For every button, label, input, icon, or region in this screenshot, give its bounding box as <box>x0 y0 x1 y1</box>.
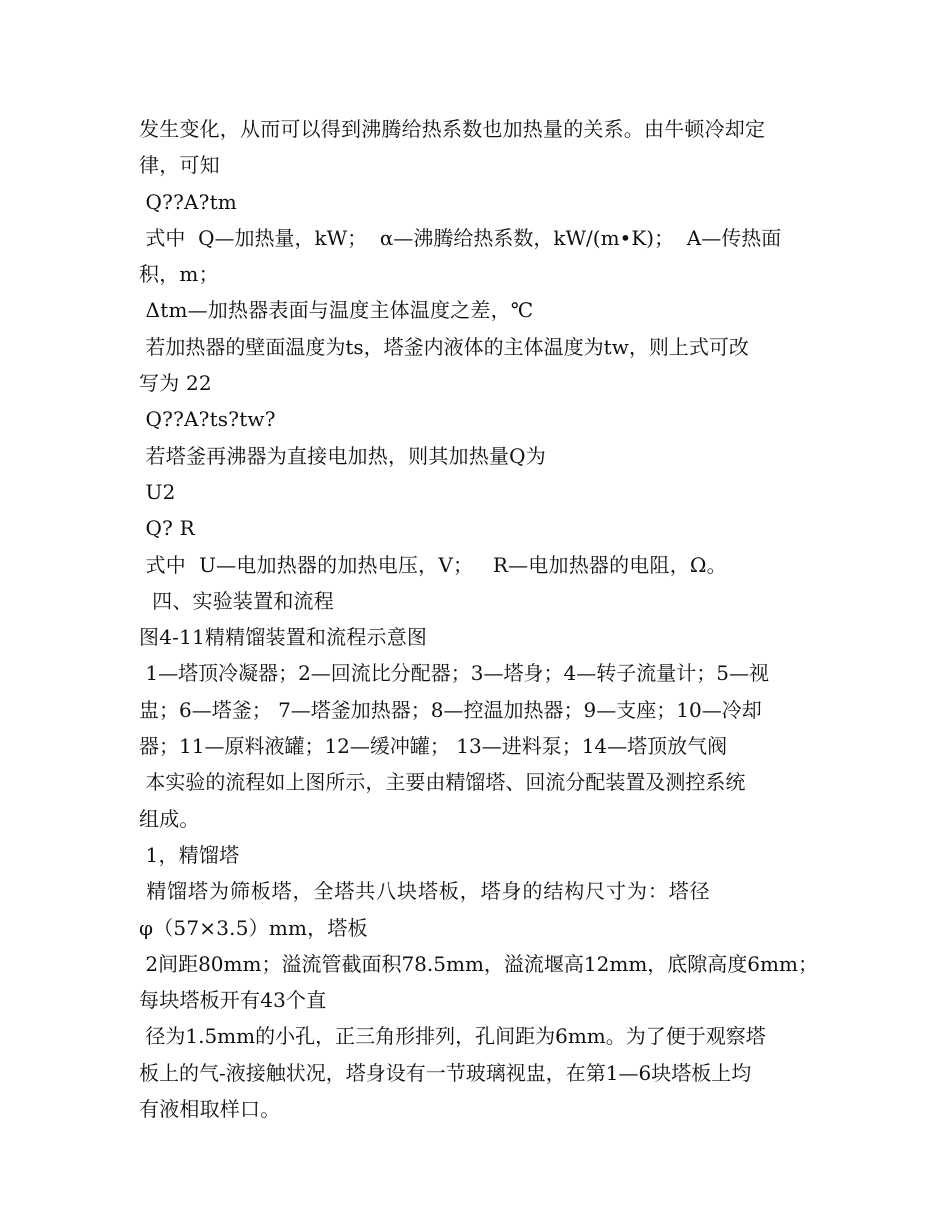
text-line: 若塔釜再沸器为直接电加热，则其加热量Q为 <box>139 443 546 468</box>
text-line: 发生变化，从而可以得到沸腾给热系数也加热量的关系。由牛顿冷却定 <box>139 117 766 141</box>
formula-line: Q??A?ts?tw? <box>139 407 276 432</box>
legend-line: 盅；6—塔釜； 7—塔釜加热器；8—控温加热器；9—支座；10—冷却 <box>139 697 762 722</box>
legend-line: 器；11—原料液罐；12—缓冲罐； 13—进料泵；14—塔顶放气阀 <box>139 734 728 759</box>
legend-line: 1—塔顶冷凝器；2—回流比分配器；3—塔身；4—转子流量计；5—视 <box>139 661 769 686</box>
text-line: 每块塔板开有43个直 <box>139 988 327 1013</box>
text-line: 径为1.5mm的小孔，正三角形排列，孔间距为6mm。为了便于观察塔 <box>139 1024 766 1049</box>
subsection-heading: 1，精馏塔 <box>139 842 240 867</box>
text-line: 式中 U—电加热器的加热电压，V； R—电加热器的电阻，Ω。 <box>139 552 727 577</box>
text-line: 式中 Q—加热量，kW； α—沸腾给热系数，kW/(m•K)； A—传热面 <box>139 225 782 250</box>
text-line: 若加热器的壁面温度为ts，塔釜内液体的主体温度为tw，则上式可改 <box>139 334 749 359</box>
text-line: 有液相取样口。 <box>139 1097 281 1122</box>
figure-caption: 图4-11精精馏装置和流程示意图 <box>139 625 428 650</box>
formula-line: U2 <box>139 479 176 504</box>
text-line: 板上的气-液接触状况，塔身设有一节玻璃视盅，在第1—6块塔板上均 <box>139 1060 752 1085</box>
text-line: 本实验的流程如上图所示，主要由精馏塔、回流分配装置及测控系统 <box>139 770 746 795</box>
formula-line: Q??A?tm <box>139 189 237 214</box>
text-line: 写为 22 <box>139 371 212 396</box>
section-heading: 四、实验装置和流程 <box>139 588 334 613</box>
formula-line: Q? R <box>139 516 195 541</box>
text-line: Δtm—加热器表面与温度主体温度之差，℃ <box>139 298 534 323</box>
text-line: 积，m； <box>139 262 219 287</box>
body-text <box>139 111 819 1127</box>
text-line: 律，可知 <box>139 153 220 178</box>
text-line: φ（57×3.5）mm，塔板 <box>139 915 368 940</box>
text-line: 2间距80mm；溢流管截面积78.5mm，溢流堰高12mm，底隙高度6mm； <box>139 951 818 976</box>
text-line: 组成。 <box>139 806 200 831</box>
text-line: 精馏塔为筛板塔，全塔共八块塔板，塔身的结构尺寸为：塔径 <box>139 879 711 904</box>
